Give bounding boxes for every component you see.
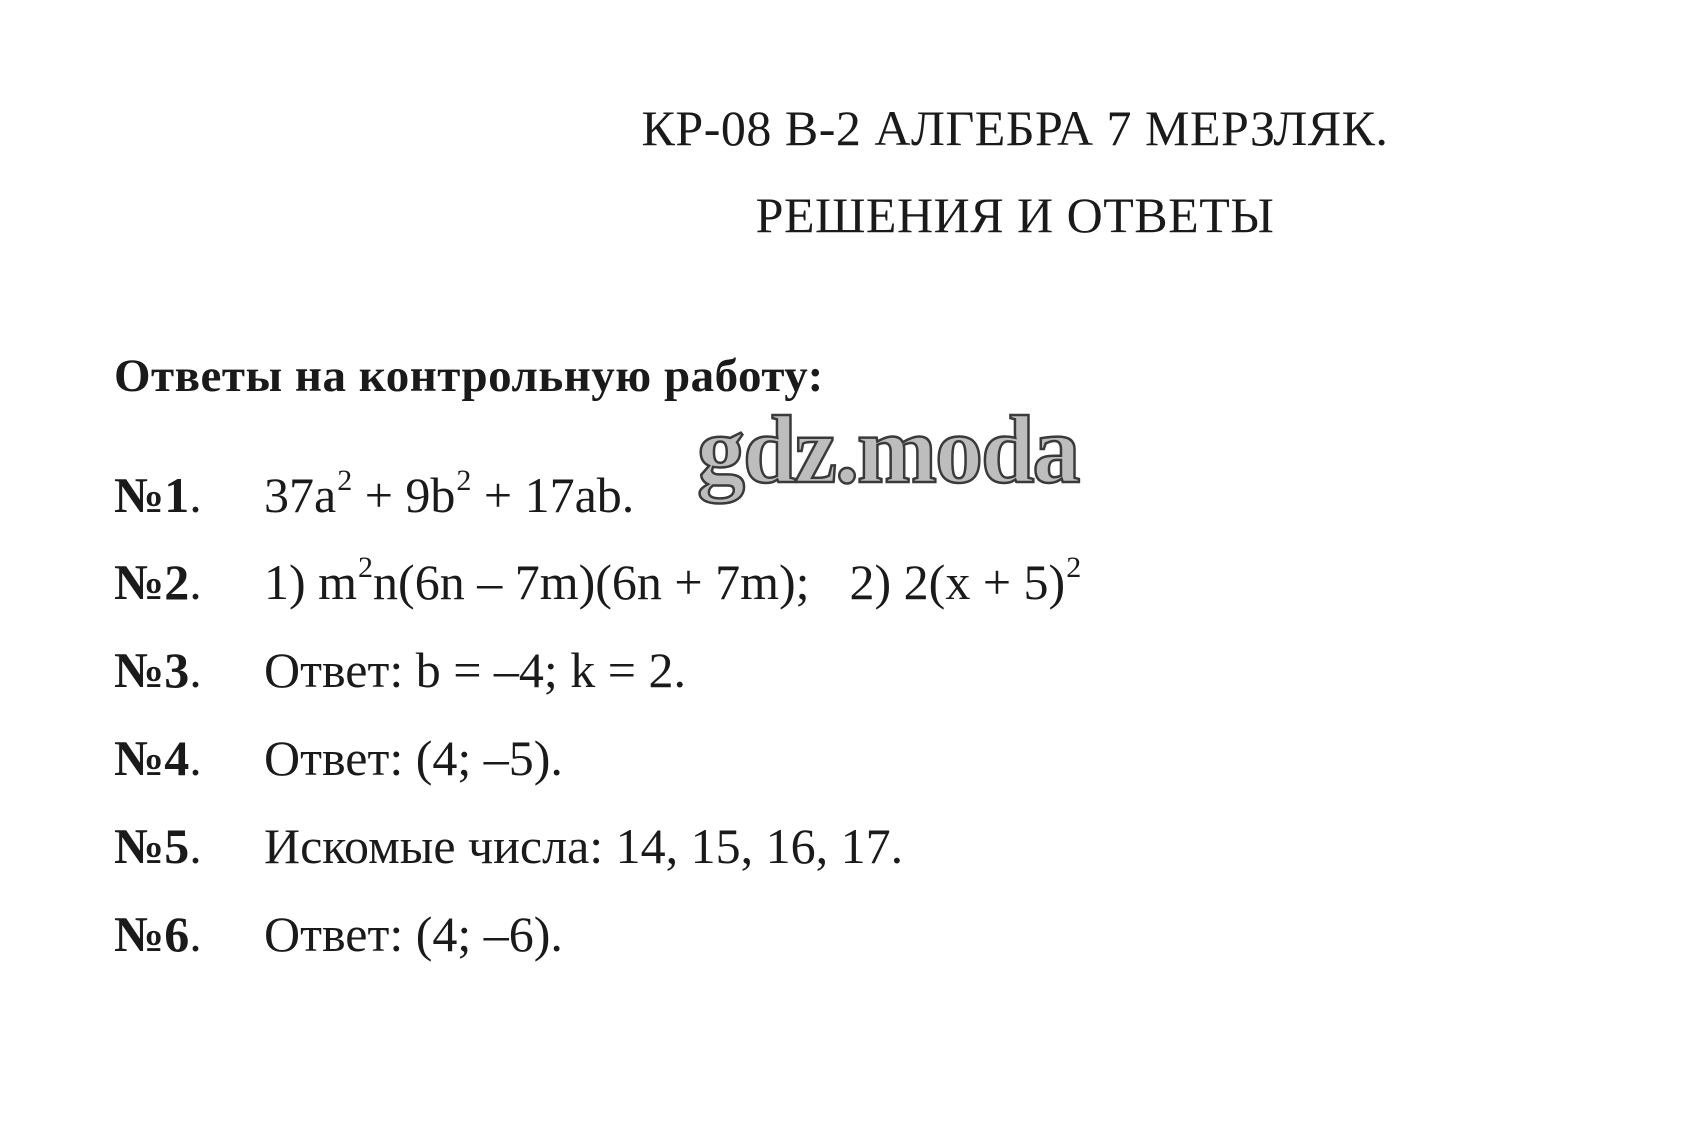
exponent: 2 [337, 464, 353, 497]
answer-number-4: №4. [114, 730, 202, 786]
section-heading: Ответы на контрольную работу: [114, 350, 824, 402]
answer-text-1: $37a^2 + 9b^2 + 17ab$. [264, 464, 635, 523]
answer-text-2: 1) $m^2n(6n - 7m)(6n + 7m)$; 2) $2(x + 5)^2$ [264, 551, 1082, 610]
exponent: 2 [358, 551, 374, 584]
answer-number-6: №6. [114, 906, 202, 962]
answer-number-1: №1. [114, 467, 202, 523]
answer-number-3: №3. [114, 642, 202, 698]
watermark-text: gdz.moda [697, 400, 1079, 503]
answer-text-4: Ответ: (4; –5). [264, 730, 563, 786]
answer-text-5: Искомые числа: 14, 15, 16, 17. [264, 818, 904, 874]
answer-text-6: Ответ: (4; –6). [264, 906, 563, 962]
watermark-logo [693, 400, 1183, 510]
answer-number-2: №2. [114, 554, 202, 610]
answer-text-3: Ответ: b = –4; k = 2. [264, 642, 686, 698]
page-title-line-2: РЕШЕНИЯ И ОТВЕТЫ [755, 187, 1275, 243]
exponent: 2 [456, 464, 472, 497]
page-title-line-1: КР-08 В-2 АЛГЕБРА 7 МЕРЗЛЯК. [641, 100, 1389, 156]
exponent: 2 [1066, 551, 1082, 584]
answer-number-5: №5. [114, 818, 202, 874]
